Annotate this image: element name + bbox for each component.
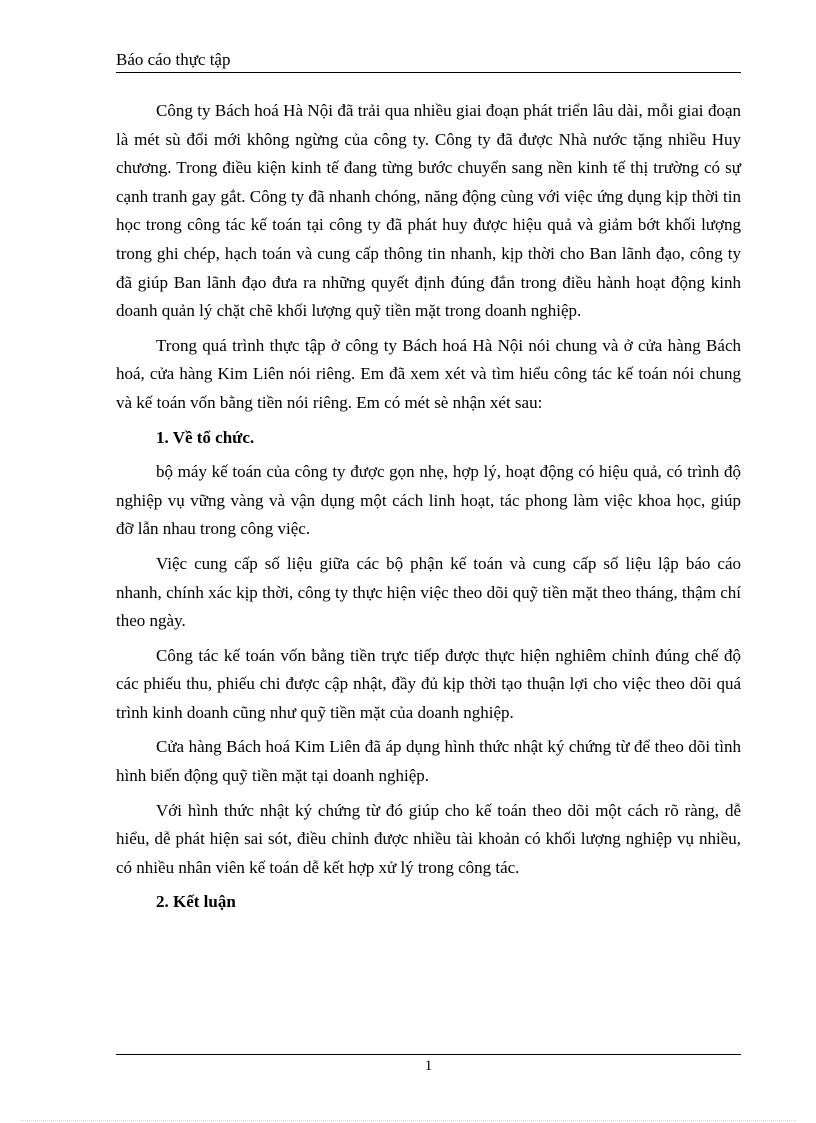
paragraph: Công tác kế toán vốn bằng tiền trực tiếp được thực hiện nghiêm chỉnh đúng chế độ các phiếu thu, phiếu chi được cập nhật, đầy đủ kịp thời tạo thuận lợi cho việc theo dõi quá trình kinh doanh cũng như quỹ tiền mặt của doanh nghiệp. [116,645,741,722]
header-divider [116,72,741,73]
section-heading: 2. Kết luận [156,892,236,912]
paragraph: Với hình thức nhật ký chứng từ đó giúp cho kế toán theo dõi một cách rõ ràng, dễ hiểu, dễ phát hiện sai sót, điều chỉnh được nhiều tài khoản có khối lượng nghiệp vụ nhiều, có nhiều nhân viên kế toán dễ kết hợp xử lý trong công tác. [116,800,741,877]
page-edge-dotted-line [20,1120,796,1121]
paragraph: Việc cung cấp số liệu giữa các bộ phận kế toán và cung cấp số liệu lập báo cáo nhanh, chính xác kịp thời, công ty thực hiện việc theo dõi quỹ tiền mặt theo tháng, thậm chí theo ngày. [116,553,741,631]
paragraph: Cửa hàng Bách hoá Kim Liên đã áp dụng hình thức nhật ký chứng từ để theo dõi tình hình biến động quỹ tiền mặt tại doanh nghiệp. [116,737,741,786]
paragraph: Công ty Bách hoá Hà Nội đã trải qua nhiều giai đoạn phát triển lâu dài, mỗi giai đoạn là mét sù đổi mới không ngừng của công ty. Công ty đã được Nhà nước tặng nhiều Huy chương. Trong điều kiện kinh tế đang từng bước chuyển sang nền kinh tế thị trường có sự cạnh tranh gay gắt. Công ty đã nhanh chóng, năng động cùng với việc ứng dụng kịp thời tin học trong công tác kế toán tại công ty đã phát huy được hiệu quả và giảm bớt khối lượng trong ghi chép, hạch toán và cung cấp thông tin nhanh, kịp thời cho Ban lãnh đạo, công ty đã giúp Ban lãnh đạo đưa ra những quyết định đúng đắn trong điều hành hoạt động kinh doanh quản lý chặt chẽ khối lượng quỹ tiền mặt trong doanh nghiệp. [116,101,741,321]
paragraph: Trong quá trình thực tập ở công ty Bách hoá Hà Nội nói chung và ở cửa hàng Bách hoá, cửa hàng Kim Liên nói riêng. Em đã xem xét và tìm hiểu công tác kế toán nói chung và kế toán vốn bằng tiền nói riêng. Em có mét sè nhận xét sau: [116,335,741,412]
running-header: Báo cáo thực tập [116,50,231,69]
section-heading: 1. Về tổ chức. [156,427,255,447]
page-number: 1 [424,1058,433,1074]
paragraph: bộ máy kế toán của công ty được gọn nhẹ, hợp lý, hoạt động có hiệu quả, có trình độ nghiệp vụ vững vàng và vận dụng một cách linh hoạt, tác phong làm việc khoa học, giúp đỡ lẫn nhau trong công việc. [116,462,741,539]
document-body [116,97,741,923]
footer-divider [116,1054,741,1055]
